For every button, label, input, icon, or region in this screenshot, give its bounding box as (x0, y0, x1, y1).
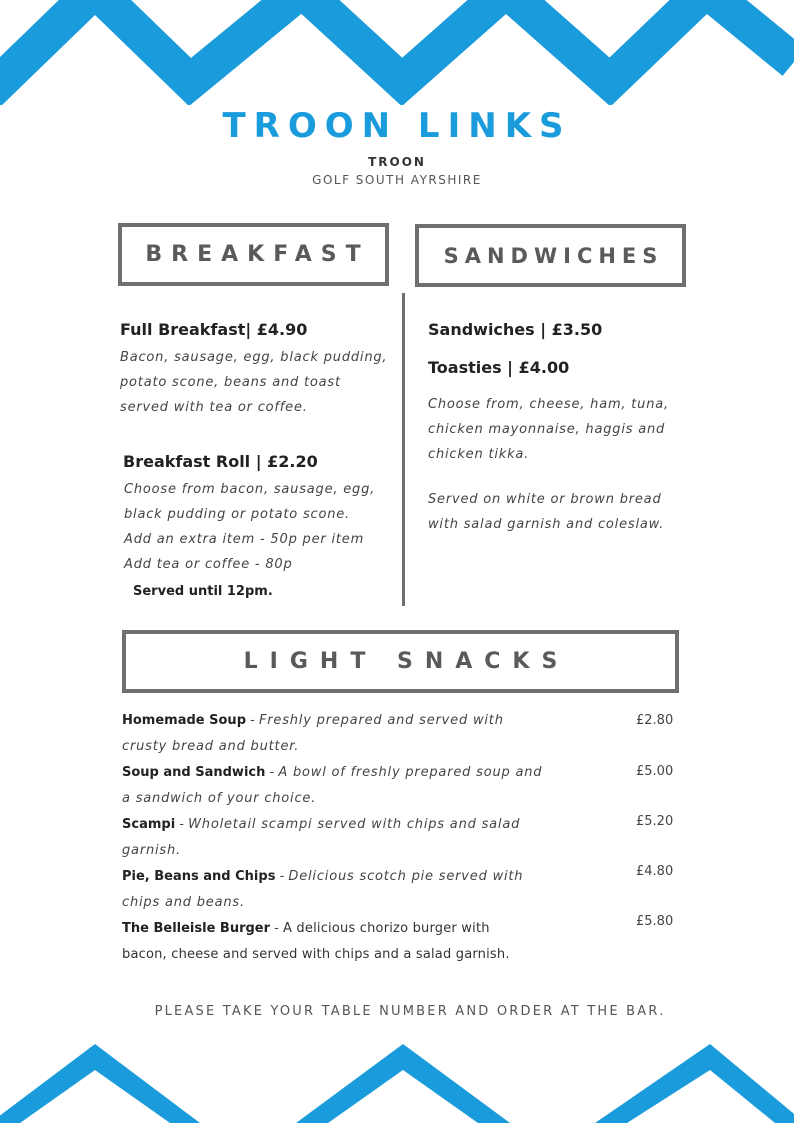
breakfast-roll-title: Breakfast Roll | £2.20 (123, 452, 318, 471)
full-breakfast-description: Bacon, sausage, egg, black pudding, potato scone, beans and toast served with tea or coffee. (120, 350, 388, 415)
price-belleisle-burger: £5.80 (636, 914, 674, 929)
breakfast-roll-description: Choose from bacon, sausage, egg, black pudding or potato scone. Add an extra item - 50p per item Add tea or coffee - 80p (124, 482, 376, 572)
light-snacks-heading: LIGHT SNACKS (243, 649, 570, 674)
breakfast-heading: BREAKFAST (145, 242, 370, 267)
sandwiches-heading: SANDWICHES (443, 243, 664, 268)
price-pie-beans-chips: £4.80 (636, 864, 674, 879)
sandwich-serving-description: Served on white or brown bread with salad garnish and coleslaw. (428, 492, 665, 532)
served-until-note: Served until 12pm. (133, 584, 273, 599)
light-snacks-heading-box (122, 630, 679, 693)
breakfast-heading-box (118, 223, 389, 286)
sandwich-fillings-description: Choose from, cheese, ham, tuna, chicken mayonnaise, haggis and chicken tikka. (428, 397, 669, 462)
order-instructions: PLEASE TAKE YOUR TABLE NUMBER AND ORDER AT THE BAR. (154, 1004, 666, 1019)
page-title: TROON LINKS (222, 106, 572, 146)
column-divider (402, 293, 405, 606)
bottom-triangle-decoration (0, 1040, 794, 1123)
snack-item-pie-beans-chips: Pie, Beans and Chips - Delicious scotch pie served with chips and beans. (122, 869, 524, 910)
price-scampi: £5.20 (636, 814, 674, 829)
price-homemade-soup: £2.80 (636, 713, 674, 728)
venue-subtitle: GOLF SOUTH AYRSHIRE (312, 173, 482, 187)
full-breakfast-title: Full Breakfast| £4.90 (120, 320, 308, 339)
top-zigzag-decoration (0, 0, 794, 105)
sandwiches-title: Sandwiches | £3.50 (428, 320, 603, 339)
sandwiches-heading-box (415, 224, 686, 287)
snack-item-homemade-soup: Homemade Soup - Freshly prepared and served with crusty bread and butter. (122, 713, 504, 754)
price-soup-and-sandwich: £5.00 (636, 764, 674, 779)
location-label: TROON (368, 155, 426, 169)
snack-item-soup-and-sandwich: Soup and Sandwich - A bowl of freshly prepared soup and a sandwich of your choice. (122, 765, 543, 806)
toasties-title: Toasties | £4.00 (428, 358, 570, 377)
snack-item-belleisle-burger: The Belleisle Burger - A delicious chorizo burger with bacon, cheese and served with chips and a salad garnish. (122, 921, 510, 962)
snack-item-scampi: Scampi - Wholetail scampi served with chips and salad garnish. (122, 817, 521, 858)
